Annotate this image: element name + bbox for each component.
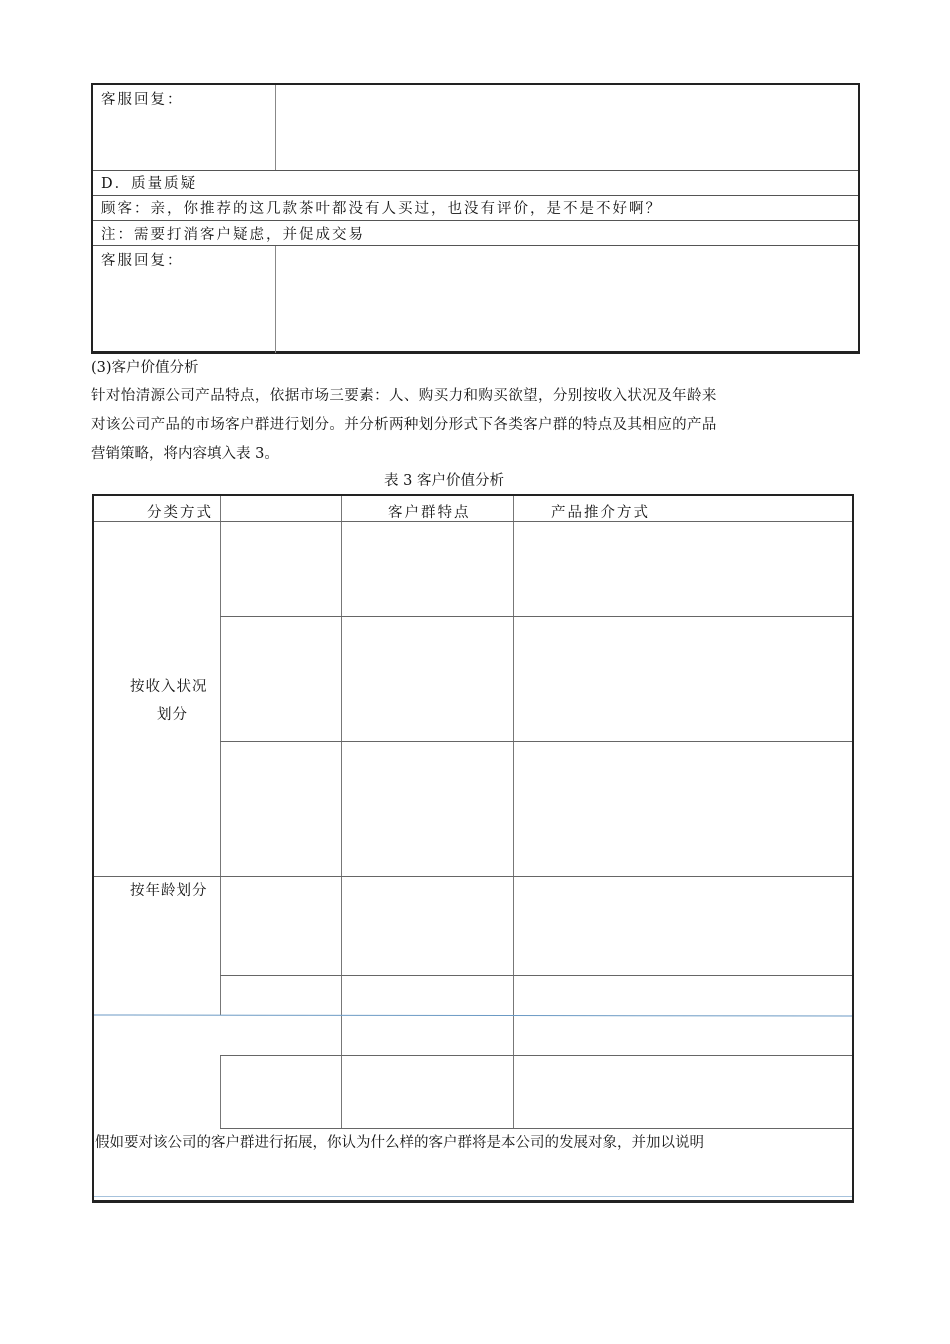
section-heading: (3)客户价值分析 bbox=[91, 360, 199, 376]
income-group-3-traits-cell[interactable] bbox=[342, 742, 512, 876]
column-divider bbox=[220, 1056, 221, 1128]
age-group-label: 按年龄划分 bbox=[130, 883, 208, 899]
row-divider bbox=[220, 975, 852, 976]
scan-line bbox=[94, 1014, 852, 1016]
paragraph-line: 营销策略，将内容填入表 3。 bbox=[91, 446, 279, 462]
row-divider bbox=[220, 1128, 852, 1129]
customer-service-table bbox=[91, 83, 860, 354]
reply-input-area-1[interactable] bbox=[276, 85, 858, 170]
row-divider bbox=[220, 1055, 852, 1056]
row-divider bbox=[93, 220, 858, 221]
income-group-2-traits-cell[interactable] bbox=[342, 617, 512, 741]
header-customer-traits: 客户群特点 bbox=[388, 505, 471, 521]
row-divider bbox=[93, 170, 858, 171]
table-caption: 表 3 客户价值分析 bbox=[384, 473, 504, 489]
income-group-label-line2: 划分 bbox=[157, 707, 188, 723]
expansion-question: 假如要对该公司的客户群进行拓展，你认为什么样的客户群将是本公司的发展对象，并加以说明 bbox=[95, 1135, 704, 1151]
section-d-label: D．质量质疑 bbox=[101, 176, 198, 192]
reply-label-2: 客服回复： bbox=[101, 253, 184, 269]
reply-label-1: 客服回复： bbox=[101, 92, 184, 108]
column-divider bbox=[220, 496, 221, 1015]
customer-value-table bbox=[92, 494, 854, 1203]
header-classification: 分类方式 bbox=[147, 505, 213, 521]
note-text: 注：需要打消客户疑虑，并促成交易 bbox=[101, 227, 365, 243]
paragraph-line: 针对怡清源公司产品特点，依据市场三要素：人、购买力和购买欲望，分别按收入状况及年龄来 bbox=[91, 388, 717, 404]
row-divider bbox=[93, 195, 858, 196]
scan-line bbox=[94, 1196, 852, 1197]
age-group-1-strategy-cell[interactable] bbox=[514, 877, 852, 975]
customer-question: 顾客：亲，你推荐的这几款茶叶都没有人买过，也没有评价，是不是不好啊？ bbox=[101, 201, 662, 217]
paragraph-line: 对该公司产品的市场客户群进行划分。并分析两种划分形式下各类客户群的特点及其相应的产品 bbox=[91, 417, 717, 433]
income-group-1-traits-cell[interactable] bbox=[342, 522, 512, 616]
reply-input-area-2[interactable] bbox=[276, 246, 858, 352]
income-group-label-line1: 按收入状况 bbox=[130, 679, 208, 695]
income-group-2-strategy-cell[interactable] bbox=[514, 617, 852, 741]
income-group-1-strategy-cell[interactable] bbox=[514, 522, 852, 616]
income-group-3-strategy-cell[interactable] bbox=[514, 742, 852, 876]
header-marketing-method: 产品推介方式 bbox=[551, 505, 650, 521]
age-group-1-traits-cell[interactable] bbox=[342, 877, 512, 975]
